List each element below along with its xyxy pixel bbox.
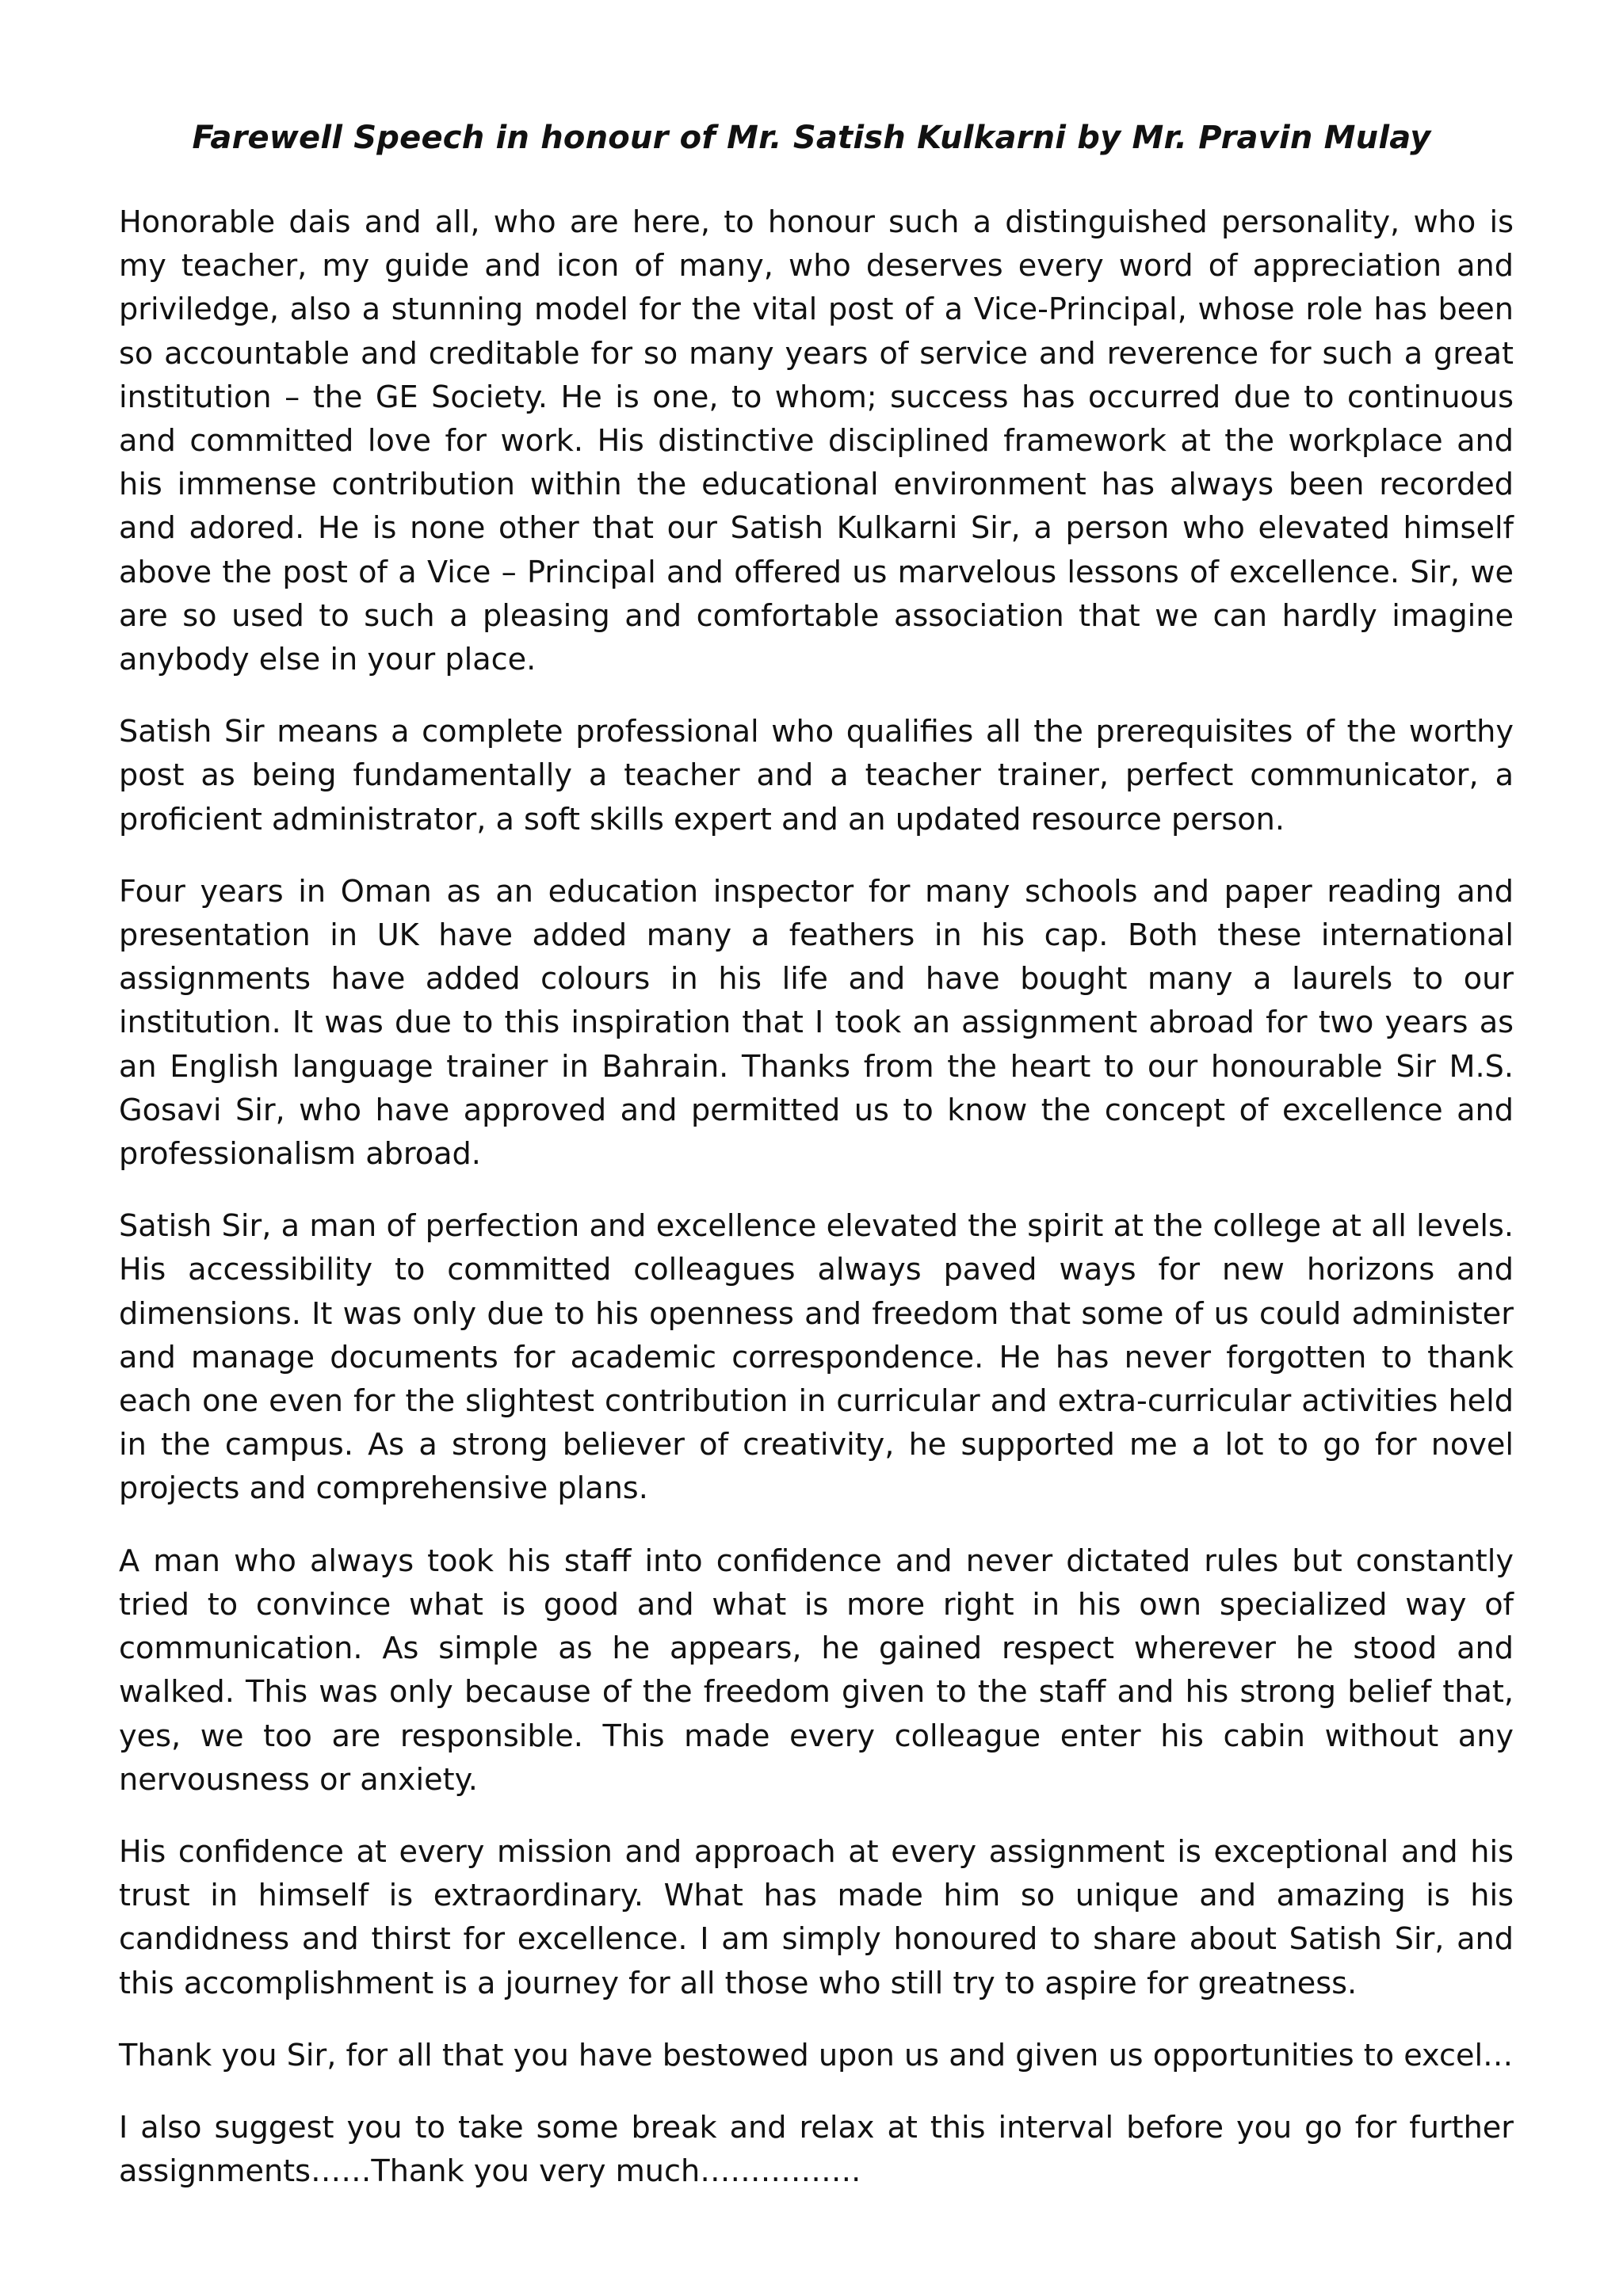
speech-body [119, 201, 1514, 2222]
paragraph-mission: His confidence at every mission and approach at every assignment is exceptional and his trust in himself is extraordinary. What has made him so unique and amazing is his candidness and thirst for excellence. I am simply honoured to share about Satish Sir, and this accomplishment is a journey for all those who still try to aspire for greatness. [119, 1834, 1514, 2001]
paragraph-introduction: Honorable dais and all, who are here, to honour such a distinguished personality, who is my teacher, my guide and icon of many, who deserves every word of appreciation and priviledge, also a stunning model for the vital post of a Vice-Principal, whose role has been so accountable and creditable for so many years of service and reverence for such a great institution – the GE Society. He is one, to whom; success has occurred due to continuous and committed love for work. His distinctive disciplined framework at the workplace and his immense contribution within the educational environment has always been recorded and adored. He is none other that our Satish Kulkarni Sir, a person who elevated himself above the post of a Vice – Principal and offered us marvelous lessons of excellence. Sir, we are so used to such a pleasing and comfortable association that we can hardly imagine anybody else in your place. [119, 205, 1514, 678]
paragraph-perfection: Satish Sir, a man of perfection and excellence elevated the spirit at the college at all levels. His accessibility to committed colleagues always paved ways for new horizons and dimensions. It was only due to his openness and freedom that some of us could administer and manage documents for academic correspondence. He has never forgotten to thank each one even for the slightest contribution in curricular and extra-curricular activities held in the campus. As a strong believer of creativity, he supported me a lot to go for novel projects and comprehensive plans. [119, 1209, 1514, 1507]
paragraph-professional: Satish Sir means a complete professional who qualifies all the prerequisites of the worthy post as being fundamentally a teacher and a teacher trainer, perfect communicator, a proficient administrator, a soft skills expert and an updated resource person. [119, 715, 1514, 837]
speech-title: Farewell Speech in honour of Mr. Satish Kulkarni by Mr. Pravin Mulay [192, 120, 1431, 156]
paragraph-closing: I also suggest you to take some break and relax at this interval before you go for further assignments……Thank you very much……………. [119, 2110, 1514, 2190]
paragraph-thanks: Thank you Sir, for all that you have bestowed upon us and given us opportunities to excel… [119, 2038, 1514, 2073]
paragraph-confidence-staff: A man who always took his staff into confidence and never dictated rules but constantly tried to convince what is good and what is more right in his own specialized way of communication. As simple as he appears, he gained respect wherever he stood and walked. This was only because of the freedom given to the staff and his strong belief that, yes, we too are responsible. This made every colleague enter his cabin without any nervousness or anxiety. [119, 1543, 1514, 1798]
paragraph-oman: Four years in Oman as an education inspector for many schools and paper reading and presentation in UK have added many a feathers in his cap. Both these international assignments have added colours in his life and have bought many a laurels to our institution. It was due to this inspiration that I took an assignment abroad for two years as an English language trainer in Bahrain. Thanks from the heart to our honourable Sir M.S. Gosavi Sir, who have approved and permitted us to know the concept of excellence and professionalism abroad. [119, 874, 1514, 1173]
